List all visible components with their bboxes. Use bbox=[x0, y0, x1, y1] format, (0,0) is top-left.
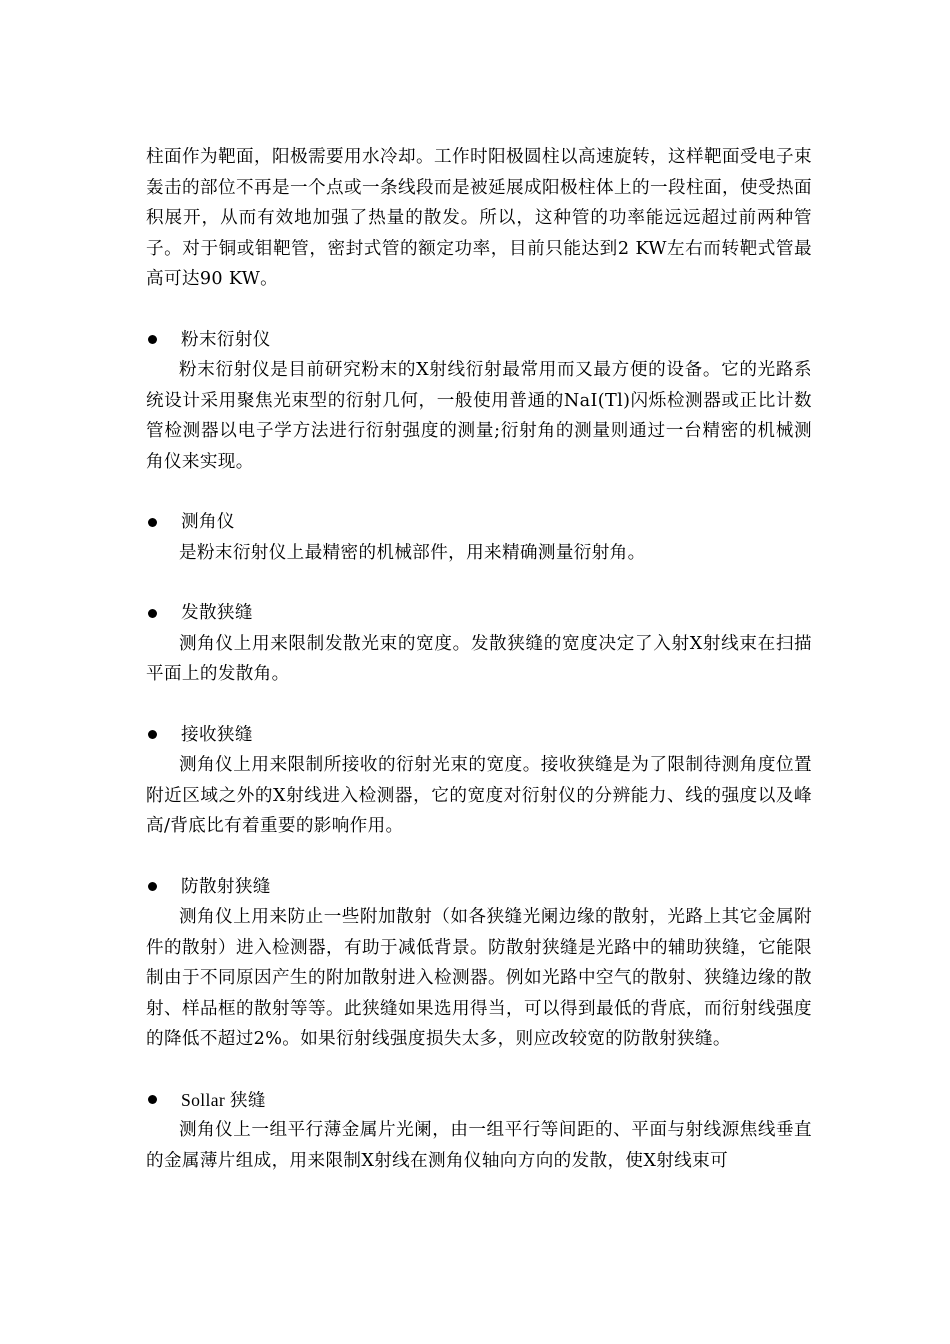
section-heading bbox=[146, 1085, 812, 1116]
bullet-icon bbox=[148, 609, 157, 618]
bullet-icon bbox=[148, 882, 157, 891]
section-heading bbox=[146, 507, 812, 538]
section-heading-text: 防散射狭缝 bbox=[181, 876, 271, 897]
section-heading-text: Sollar 狭缝 bbox=[181, 1089, 266, 1110]
section-body: 测角仪上用来限制所接收的衍射光束的宽度。接收狭缝是为了限制待测角度位置附近区域之外的X射线进入检测器，它的宽度对衍射仪的分辨能力、线的强度以及峰高/背底比有着重要的影响作用。 bbox=[146, 755, 812, 836]
section-body: 粉末衍射仪是目前研究粉末的X射线衍射最常用而又最方便的设备。它的光路系统设计采用聚焦光束型的衍射几何，一般使用普通的NaI(Tl)闪烁检测器或正比计数管检测器以电子学方法进行衍射强度的测量;衍射角的测量则通过一台精密的机械测角仪来实现。 bbox=[146, 360, 812, 472]
bullet-icon bbox=[148, 1095, 157, 1104]
bullet-icon bbox=[148, 335, 157, 344]
section-heading-text: 接收狭缝 bbox=[181, 724, 253, 745]
section-body: 测角仪上用来防止一些附加散射（如各狭缝光阑边缘的散射，光路上其它金属附件的散射）进入检测器，有助于减低背景。防散射狭缝是光路中的辅助狭缝，它能限制由于不同原因产生的附加散射进入检测器。例如光路中空气的散射、狭缝边缘的散射、样品框的散射等等。此狭缝如果选用得当，可以得到最低的背底，而衍射线强度的降低不超过2%。如果衍射线强度损失太多，则应改较宽的防散射狭缝。 bbox=[146, 907, 812, 1049]
section-heading-text: 发散狭缝 bbox=[181, 603, 253, 623]
intro-paragraph: 柱面作为靶面，阳极需要用水冷却。工作时阳极圆柱以高速旋转，这样靶面受电子束轰击的部位不再是一个点或一条线段而是被延展成阳极柱体上的一段柱面，使受热面积展开，从而有效地加强了热量的散发。所以，这种管的功率能远远超过前两种管子。对于铜或钼靶管，密封式管的额定功率，目前只能达到2 KW左右而转靶式管最高可达90 KW。 bbox=[146, 147, 812, 289]
bullet-icon bbox=[148, 730, 157, 739]
bullet-icon bbox=[148, 518, 157, 527]
section-powder-diffractometer bbox=[146, 325, 812, 478]
section-heading bbox=[146, 598, 812, 629]
section-divergence-slit bbox=[146, 598, 812, 690]
section-heading bbox=[146, 720, 812, 751]
section-body: 是粉末衍射仪上最精密的机械部件，用来精确测量衍射角。 bbox=[179, 542, 646, 563]
document-page bbox=[146, 142, 812, 1176]
section-heading bbox=[146, 325, 812, 356]
section-receiving-slit bbox=[146, 720, 812, 842]
section-heading-text: 测角仪 bbox=[181, 512, 235, 532]
section-goniometer bbox=[146, 507, 812, 568]
section-body: 测角仪上一组平行薄金属片光阑，由一组平行等间距的、平面与射线源焦线垂直的金属薄片组成，用来限制X射线在测角仪轴向方向的发散，使X射线束可 bbox=[146, 1120, 812, 1171]
section-anti-scatter-slit bbox=[146, 872, 812, 1055]
section-heading bbox=[146, 872, 812, 903]
section-heading-text: 粉末衍射仪 bbox=[181, 329, 271, 350]
section-body: 测角仪上用来限制发散光束的宽度。发散狭缝的宽度决定了入射X射线束在扫描平面上的发散角。 bbox=[146, 633, 812, 684]
section-sollar-slit bbox=[146, 1085, 812, 1177]
